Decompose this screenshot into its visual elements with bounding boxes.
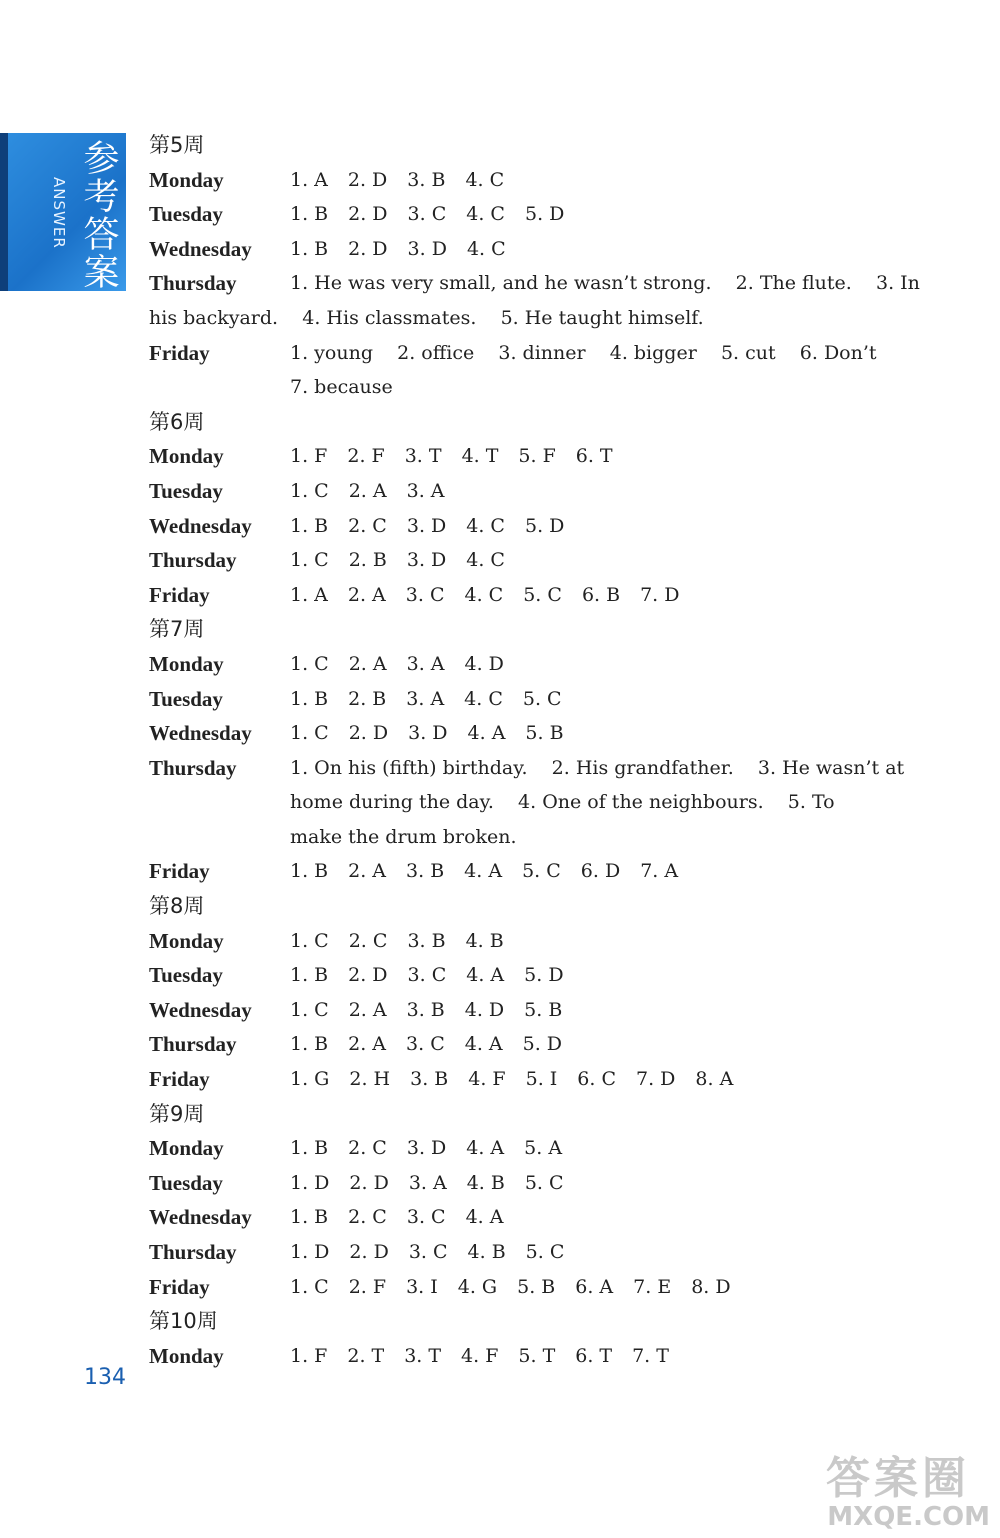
answer-item: 2. T: [347, 1344, 385, 1367]
answer-row: [149, 1062, 909, 1097]
answer-list: [290, 1200, 909, 1235]
answer-item: 4. F: [468, 1068, 506, 1091]
answer-list: [290, 509, 909, 544]
answer-item: 5. C: [525, 1241, 565, 1263]
answer-item: 3. B: [407, 168, 446, 191]
answer-item: 3. C: [406, 1206, 446, 1229]
answer-item: 4. C: [466, 237, 506, 260]
answer-item: 3. C: [405, 583, 445, 606]
week-title: 第9周: [149, 1101, 205, 1126]
day-label: Monday: [149, 651, 224, 676]
answer-item: 1. A: [290, 168, 328, 191]
answer-list: [290, 543, 909, 578]
answer-item: 1. B: [290, 1206, 329, 1229]
answer-item: 4. B: [465, 929, 504, 952]
answer-row: [149, 509, 909, 544]
answer-item: 2. D: [348, 722, 389, 745]
answer-item: 4. A: [464, 860, 503, 883]
answer-item: 2. A: [348, 479, 387, 502]
day-label: Tuesday: [149, 478, 223, 503]
answer-list: [290, 1166, 909, 1201]
answer-item: 1. C: [290, 722, 329, 745]
answer-item: 2. D: [348, 237, 388, 260]
answer-row: [149, 1131, 909, 1166]
answer-row: [149, 266, 920, 301]
answer-item: 1. B: [290, 203, 329, 226]
answer-row: [149, 1200, 909, 1235]
answer-item: 4. T: [461, 445, 499, 468]
answer-item: 2. A: [348, 1033, 387, 1056]
answer-list: [290, 1270, 909, 1305]
day-label: Wednesday: [149, 513, 252, 538]
answer-item: 6. T: [575, 1344, 613, 1367]
day-label: Wednesday: [149, 721, 252, 746]
answer-text-continued: 7. because: [290, 376, 393, 399]
answer-item: 1. B: [290, 1033, 329, 1056]
answer-row: [149, 716, 909, 751]
answer-item: 1. B: [290, 514, 329, 537]
answer-item: 3. B: [406, 998, 445, 1021]
answer-list: [290, 197, 909, 232]
answer-item: 7. E: [633, 1275, 672, 1298]
answer-row: [149, 647, 909, 682]
answer-item: 3. C: [407, 203, 447, 226]
week-title: 第7周: [149, 617, 205, 642]
answer-item: 5. C: [524, 1171, 564, 1194]
answer-item: 5. B: [517, 1275, 556, 1298]
answer-row: [149, 197, 909, 232]
answer-item: 6. T: [575, 445, 613, 468]
answer-item: 2. C: [348, 514, 387, 537]
answer-item: 1. B: [290, 237, 329, 260]
answer-item: 1. D: [290, 1171, 330, 1194]
answer-item: 5. I: [525, 1068, 558, 1091]
answer-row: [149, 1027, 909, 1062]
answer-item: 3. B: [407, 929, 446, 952]
day-label: Thursday: [149, 1032, 237, 1057]
answer-item: 5. C: [522, 687, 562, 710]
answer-list: [290, 751, 924, 786]
answer-item: 4. B: [467, 1241, 506, 1263]
answer-item: 4. C: [465, 168, 505, 191]
answer-list: [290, 716, 909, 751]
answer-item: 7. A: [640, 860, 679, 883]
answer-item: 3. C: [408, 1241, 448, 1263]
answer-item: 3. A: [406, 479, 445, 502]
day-label: Wednesday: [149, 236, 252, 261]
answer-item: 5. B: [525, 722, 564, 745]
answer-item: 5. D: [524, 514, 565, 537]
answer-item: 2. D: [349, 1171, 389, 1194]
answer-item: 2. H: [349, 1068, 391, 1091]
answer-text-first: 1. On his (fifth) birthday. 2. His grandfather. 3. He wasn’t at: [290, 756, 905, 779]
answer-row: [149, 439, 909, 474]
answer-item: 4. A: [465, 1206, 504, 1229]
day-label: Thursday: [149, 548, 237, 573]
day-label: Friday: [149, 340, 210, 365]
answer-item: 5. T: [518, 1344, 556, 1367]
answer-item: 2. D: [348, 964, 388, 987]
answer-item: 1. C: [290, 652, 329, 675]
answer-item: 2. C: [348, 1206, 387, 1229]
answer-list: [290, 1339, 909, 1374]
answer-text-continued: his backyard. 4. His classmates. 5. He taught himself.: [149, 306, 704, 329]
answer-row: [149, 336, 909, 371]
answer-list: [290, 1235, 909, 1270]
watermark-logo: [810, 1442, 990, 1532]
answer-row: [149, 578, 909, 613]
week-title: 第8周: [149, 894, 205, 919]
answer-item: 1. F: [290, 445, 328, 468]
answer-text-continued: home during the day. 4. One of the neighbours. 5. To make the drum broken.: [290, 791, 841, 848]
answer-item: 2. D: [349, 1241, 389, 1263]
answer-list: [290, 163, 909, 198]
answer-item: 5. A: [524, 1137, 563, 1160]
day-label: Monday: [149, 1343, 224, 1368]
answer-item: 4. C: [464, 583, 504, 606]
answer-item: 1. B: [290, 964, 329, 987]
day-label: Thursday: [149, 271, 237, 296]
answer-item: 2. A: [348, 860, 387, 883]
answer-item: 1. B: [290, 687, 329, 710]
answer-item: 8. D: [691, 1275, 731, 1298]
answer-item: 3. C: [406, 1033, 445, 1056]
answer-item: 4. C: [466, 549, 505, 572]
answer-item: 2. A: [347, 583, 386, 606]
answer-item: 7. T: [632, 1344, 669, 1367]
answer-row: [149, 1166, 909, 1201]
answer-item: 2. B: [348, 687, 387, 710]
section-title-cn: 参考答案: [78, 139, 119, 291]
watermark-cn: 答案圈: [826, 1453, 970, 1504]
answer-list: [290, 1062, 909, 1097]
answer-list: [290, 647, 909, 682]
answer-row: [149, 1235, 909, 1270]
answer-item: 2. C: [348, 1137, 387, 1160]
day-label: Thursday: [149, 755, 237, 780]
answer-list: [290, 958, 909, 993]
answer-item: 2. D: [347, 168, 388, 191]
day-label: Thursday: [149, 1240, 237, 1264]
answer-list: [290, 682, 909, 717]
answer-item: 5. B: [524, 998, 563, 1021]
answer-item: 2. F: [347, 445, 385, 468]
day-label: Friday: [149, 582, 210, 607]
day-label: Monday: [149, 167, 224, 192]
answer-row: [149, 958, 909, 993]
answer-item: 3. D: [408, 722, 448, 745]
answer-item: 4. B: [466, 1171, 505, 1194]
answer-list: [290, 439, 909, 474]
answer-item: 6. C: [577, 1068, 617, 1091]
answer-item: 6. D: [580, 860, 621, 883]
day-label: Tuesday: [149, 963, 223, 988]
answer-item: 3. B: [406, 860, 445, 883]
answer-item: 1. D: [290, 1241, 330, 1263]
answer-item: 3. T: [404, 1344, 442, 1367]
answer-item: 7. D: [636, 1068, 676, 1091]
answer-list: [290, 924, 909, 959]
answer-item: 8. A: [695, 1068, 734, 1091]
answer-item: 6. A: [575, 1275, 614, 1298]
tab-edge: [0, 133, 8, 291]
answer-item: 5. C: [522, 860, 561, 883]
answer-item: 4. D: [464, 998, 505, 1021]
answer-item: 3. D: [406, 514, 447, 537]
day-label: Wednesday: [149, 1205, 252, 1230]
day-label: Monday: [149, 1136, 224, 1161]
answer-content: [149, 128, 920, 1373]
day-label: Friday: [149, 859, 210, 884]
day-label: Wednesday: [149, 997, 252, 1022]
answer-list: [290, 232, 909, 267]
answer-item: 3. D: [406, 549, 447, 572]
answer-item: 3. A: [406, 652, 445, 675]
answer-item: 3. C: [407, 964, 447, 987]
answer-row: [149, 682, 909, 717]
answer-item: 3. B: [410, 1068, 449, 1091]
answer-item: 6. B: [581, 583, 621, 606]
answer-item: 1. C: [290, 479, 329, 502]
answer-item: 3. D: [407, 237, 447, 260]
answer-text-first: 1. young 2. office 3. dinner 4. bigger 5. cut 6. Don’t: [290, 341, 877, 364]
answer-item: 1. G: [290, 1068, 330, 1091]
day-label: Monday: [149, 928, 224, 953]
answer-item: 1. A: [290, 583, 328, 606]
answer-item: 2. A: [348, 998, 387, 1021]
answer-item: 3. T: [404, 445, 442, 468]
answer-item: 1. F: [290, 1344, 328, 1367]
day-label: Friday: [149, 1274, 210, 1299]
answer-row: [149, 474, 909, 509]
answer-item: 2. F: [348, 1275, 387, 1298]
answer-item: 5. F: [518, 445, 556, 468]
answer-text-first: 1. He was very small, and he wasn’t strong. 2. The flute. 3. In: [290, 272, 920, 295]
answer-row: [149, 993, 909, 1028]
week-title: 第5周: [149, 133, 205, 157]
answer-row: [149, 854, 909, 889]
day-label: Tuesday: [149, 1170, 223, 1195]
answer-list: [290, 1027, 909, 1062]
answer-item: 3. I: [406, 1275, 438, 1298]
answer-list: [290, 474, 909, 509]
answer-row: [149, 232, 909, 267]
answer-item: 1. C: [290, 1275, 329, 1298]
answer-item: 3. D: [406, 1137, 447, 1160]
answer-row: [149, 543, 909, 578]
answer-item: 5. D: [522, 1033, 563, 1056]
week-title: 第10周: [149, 1309, 218, 1334]
answer-item: 4. C: [464, 687, 503, 710]
answer-list: [290, 336, 909, 371]
section-tab: [0, 133, 126, 291]
answer-item: 4. C: [466, 203, 505, 226]
answer-row: [149, 924, 909, 959]
answer-item: 1. C: [290, 929, 329, 952]
answer-item: 5. D: [524, 203, 565, 226]
answer-row: [149, 163, 909, 198]
day-label: Monday: [149, 444, 224, 469]
answer-item: 4. A: [464, 1033, 503, 1056]
answer-list: [290, 993, 909, 1028]
answer-item: 1. B: [290, 860, 329, 883]
answer-item: 4. A: [466, 964, 505, 987]
answer-item: 3. A: [406, 687, 445, 710]
answer-item: 4. F: [461, 1344, 499, 1367]
answer-list: [290, 854, 909, 889]
answer-row: [149, 751, 909, 786]
answer-item: 1. C: [290, 998, 329, 1021]
answer-list: [290, 578, 909, 613]
answer-item: 1. B: [290, 1137, 329, 1160]
answer-item: 4. A: [467, 722, 506, 745]
day-label: Friday: [149, 1067, 210, 1092]
answer-item: 2. C: [348, 929, 388, 952]
day-label: Tuesday: [149, 686, 223, 711]
answer-item: 4. C: [466, 514, 505, 537]
answer-item: 4. A: [466, 1137, 505, 1160]
answer-item: 2. D: [348, 203, 388, 226]
answer-item: 2. B: [348, 549, 387, 572]
answer-row: [149, 1270, 909, 1305]
answer-item: 5. C: [523, 583, 562, 606]
page-number: 134: [84, 1365, 126, 1390]
answer-item: 5. D: [524, 964, 564, 987]
answer-item: 4. D: [464, 652, 504, 675]
answer-item: 2. A: [348, 652, 387, 675]
answer-item: 4. G: [457, 1275, 498, 1298]
answer-list: [290, 266, 940, 301]
day-label: Tuesday: [149, 202, 223, 227]
section-title-en: ANSWER: [50, 177, 68, 249]
answer-item: 7. D: [640, 583, 680, 606]
answer-row: [149, 1339, 909, 1374]
answer-list: [290, 1131, 909, 1166]
answer-item: 3. A: [408, 1171, 447, 1194]
answer-item: 1. C: [290, 549, 329, 572]
week-title: 第6周: [149, 409, 205, 434]
watermark-en: MXQE.COM: [827, 1502, 990, 1532]
